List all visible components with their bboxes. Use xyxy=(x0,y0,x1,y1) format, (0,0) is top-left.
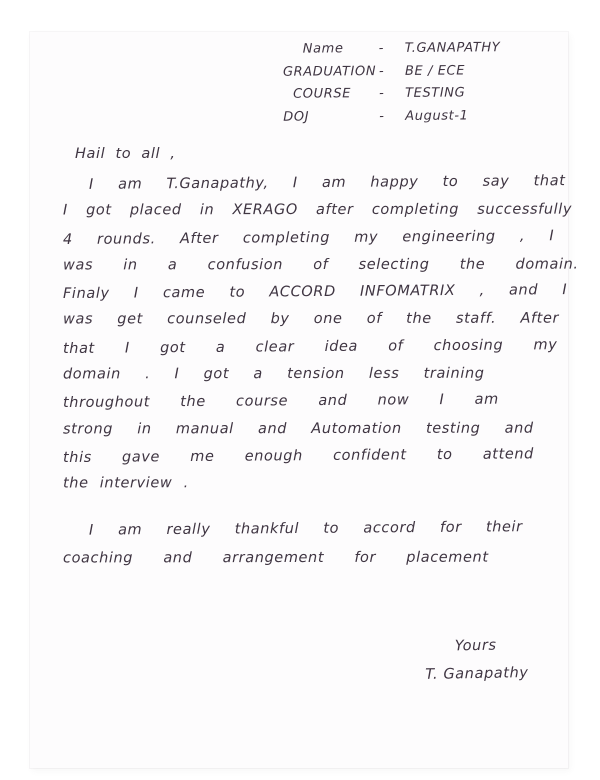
field-label: COURSE xyxy=(293,86,352,102)
field-separator: - xyxy=(379,108,385,124)
letter-line: this gave me enough confident to attend xyxy=(62,446,535,466)
letter-line: I am T.Ganapathy, I am happy to say that xyxy=(88,173,566,193)
field-separator: - xyxy=(379,86,385,102)
paragraph-2 xyxy=(63,521,523,579)
salutation: Hail to all , xyxy=(75,146,176,162)
letter-line: I got placed in XERAGO after completing successfully xyxy=(62,201,573,219)
field-value: TESTING xyxy=(405,85,466,101)
letter-line: the interview . xyxy=(62,475,189,492)
valediction: Yours xyxy=(454,637,497,655)
letter-line: coaching and arrangement for placement xyxy=(62,549,489,567)
field-value: T.GANAPATHY xyxy=(404,40,501,56)
paragraph-1 xyxy=(63,175,579,503)
letter-line: throughout the course and now I am xyxy=(62,391,499,412)
field-label: DOJ xyxy=(283,109,310,125)
header-field-graduation xyxy=(283,60,501,84)
letter-line: I am really thankful to accord for their xyxy=(88,519,523,539)
header-field-name xyxy=(283,37,501,61)
field-label: GRADUATION xyxy=(282,63,377,80)
letter-line: 4 rounds. After completing my engineering , I xyxy=(62,227,555,248)
field-separator: - xyxy=(378,41,385,57)
field-value: BE / ECE xyxy=(404,62,466,79)
signature: T. Ganapathy xyxy=(425,665,529,683)
field-value: August-1 xyxy=(405,107,469,124)
letter-header xyxy=(283,37,501,129)
letter-line: was get counseled by one of the staff. After xyxy=(62,311,560,328)
closing-block xyxy=(425,631,529,689)
header-field-doj xyxy=(283,105,501,129)
letter-line: strong in manual and Automation testing and xyxy=(62,420,534,438)
field-label: Name xyxy=(302,41,344,57)
field-separator: - xyxy=(378,63,385,79)
header-field-course xyxy=(283,82,501,106)
letter-line: domain . I got a tension less training xyxy=(62,365,485,383)
letter-line: that I got a clear idea of choosing my xyxy=(62,336,558,357)
letter-line: was in a confusion of selecting the domain. xyxy=(62,256,579,274)
letter-line: Finaly I came to ACCORD INFOMATRIX , and I xyxy=(62,282,568,303)
paper-page xyxy=(30,32,579,768)
